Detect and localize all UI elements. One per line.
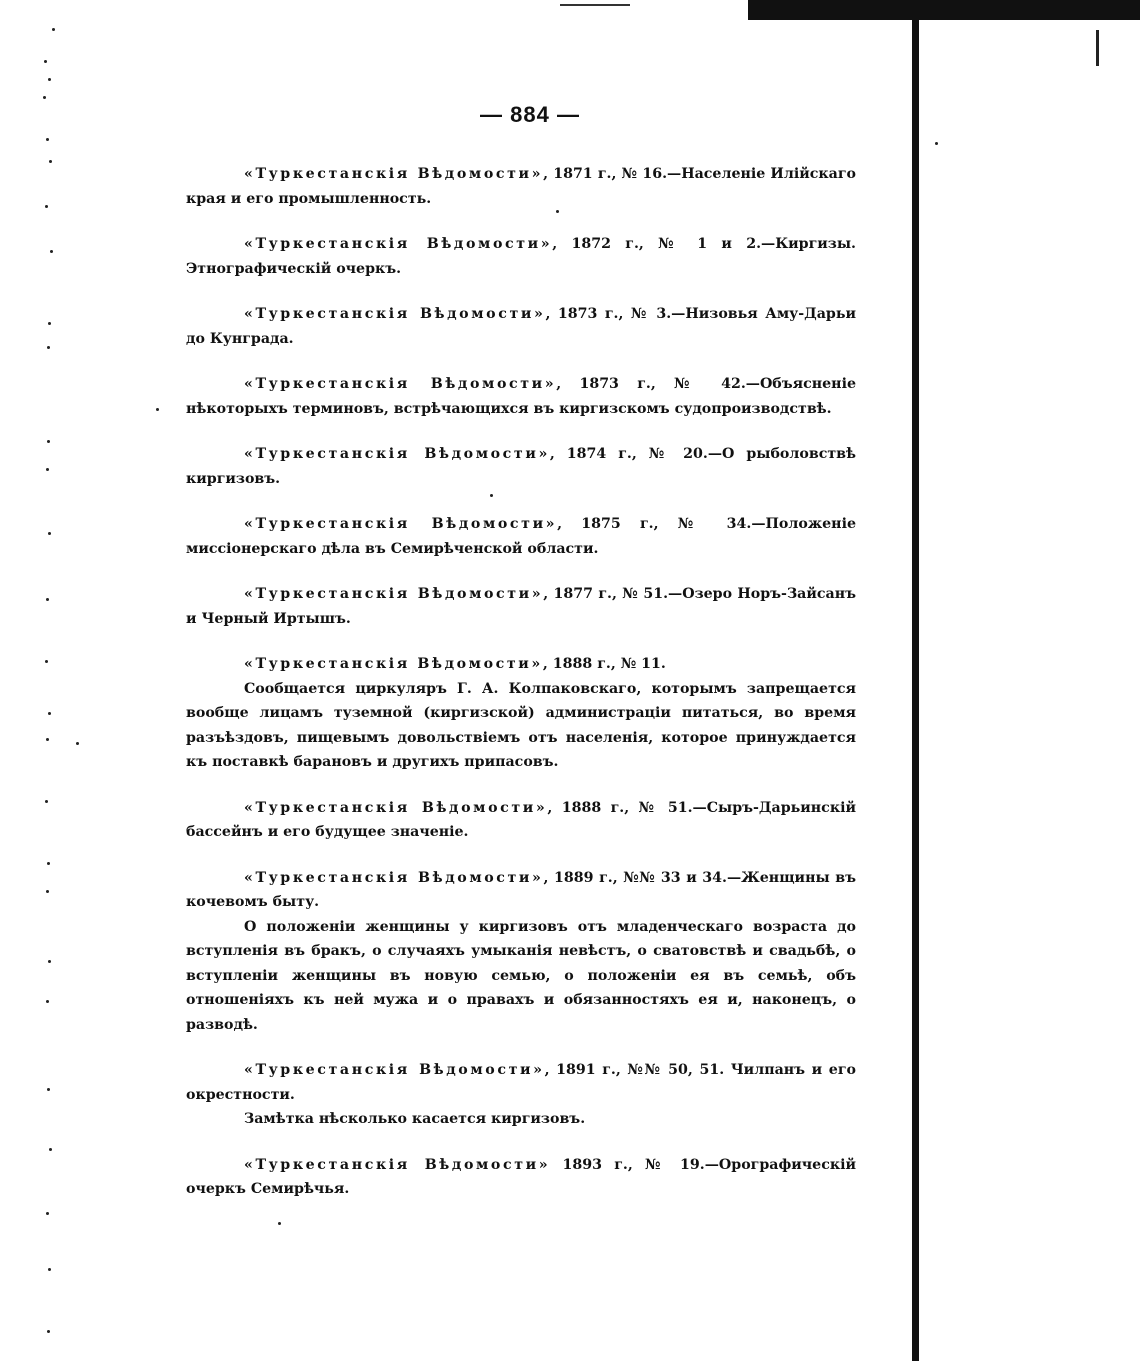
margin-speck [47, 1330, 50, 1333]
entry-annotation: Замѣтка нѣсколько касается киргизовъ. [244, 1111, 586, 1127]
entry-details: , 1891 г., №№ 50, 51. Чилпанъ и его окрестности. [186, 1062, 856, 1103]
margin-speck [45, 800, 48, 803]
margin-speck [46, 138, 49, 141]
margin-speck [48, 960, 51, 963]
entry-title: «Туркестанскія Вѣдомости» [244, 306, 546, 322]
entry-title: «Туркестанскія Вѣдомости» [244, 1062, 545, 1078]
entry-annotation: Сообщается циркуляръ Г. А. Колпаковскаго, которымъ запрещается вообще лицамъ туземной (киргизской) администраціи питаться, во время разъѣздовъ, пищевымъ довольствіемъ отъ населенія, которое принуждается къ поставкѣ барановъ и другихъ припасовъ. [186, 680, 856, 770]
margin-speck [48, 532, 51, 535]
bibliography-entry [186, 1153, 856, 1202]
margin-speck [45, 660, 48, 663]
page-spine-line [912, 18, 919, 1361]
margin-speck [46, 1212, 49, 1215]
margin-speck [44, 60, 47, 63]
margin-speck [48, 322, 51, 325]
entry-title: «Туркестанскія Вѣдомости» [244, 236, 553, 252]
entry-details: , 1889 г., №№ 33 и 34.—Женщины въ кочевомъ быту. [186, 869, 856, 910]
scan-artifact-edge-mark [1096, 30, 1099, 66]
margin-speck [156, 408, 159, 411]
page-number: — 884 — [480, 102, 580, 127]
scan-artifact-top-bar [748, 0, 1140, 20]
entry-title: «Туркестанскія Вѣдомости» [244, 516, 558, 532]
margin-speck [47, 346, 50, 349]
margin-speck [47, 862, 50, 865]
bibliography-entry [186, 162, 856, 211]
bibliography-entry [186, 1058, 856, 1132]
entry-details: 1893 г., № 19.—Орографическій очеркъ Семирѣчья. [186, 1156, 856, 1197]
margin-speck [52, 28, 55, 31]
entry-title: «Туркестанскія Вѣдомости» [244, 869, 544, 886]
margin-speck [48, 78, 51, 81]
margin-speck [46, 890, 49, 893]
bibliography-entry [186, 302, 856, 351]
margin-speck [935, 142, 938, 145]
margin-speck [49, 160, 52, 163]
bibliography-entry [186, 796, 856, 845]
margin-speck [48, 712, 51, 715]
entry-details: , 1871 г., № 16.—Населеніе Илійскаго края и его промышленность. [186, 166, 856, 207]
margin-speck [49, 1148, 52, 1151]
entry-title: «Туркестанскія Вѣдомости» [244, 446, 550, 462]
entry-details: , 1888 г., № 51.—Сыръ-Дарьинскій бассейнъ и его будущее значеніе. [186, 799, 856, 840]
margin-speck [45, 205, 48, 208]
margin-speck [47, 1088, 50, 1091]
margin-speck [76, 742, 79, 745]
margin-speck [48, 1268, 51, 1271]
entry-details: , 1875 г., № 34.—Положеніе миссіонерскаго дѣла въ Семирѣченской области. [186, 516, 856, 557]
bibliography-entry [186, 866, 856, 1038]
entry-title: «Туркестанскія Вѣдомости» [244, 799, 548, 816]
bibliography-entry [186, 372, 856, 421]
entry-details: , 1877 г., № 51.—Озеро Норъ-Зайсанъ и Черный Иртышъ. [186, 586, 856, 627]
margin-speck [46, 598, 49, 601]
scan-artifact-dash [560, 4, 630, 6]
margin-speck [43, 96, 46, 99]
bibliography-entry [186, 512, 856, 561]
margin-speck [46, 738, 49, 741]
margin-speck [46, 468, 49, 471]
margin-speck [46, 1000, 49, 1003]
entry-annotation: О положеніи женщины у киргизовъ отъ младенческаго возраста до вступленія въ бракъ, о случаяхъ умыканія невѣстъ, о сватовствѣ и свадьбѣ, о вступленіи женщины въ новую семью, о положеніи ея въ семьѣ, объ отношеніяхъ къ ней мужа и о правахъ и обязанностяхъ ея и, наконецъ, о разводѣ. [186, 918, 856, 1033]
entry-details: , 1872 г., № 1 и 2.—Киргизы. Этнографическій очеркъ. [186, 236, 856, 277]
entry-title: «Туркестанскія Вѣдомости» [244, 656, 543, 672]
entry-title: «Туркестанскія Вѣдомости» [244, 376, 557, 392]
entry-title: «Туркестанскія Вѣдомости» [244, 586, 544, 602]
entry-details: , 1888 г., № 11. [542, 656, 666, 672]
margin-speck [47, 440, 50, 443]
bibliography-entry [186, 232, 856, 281]
entry-title: «Туркестанскія Вѣдомости» [244, 166, 544, 182]
entry-title: «Туркестанскія Вѣдомости» [244, 1156, 551, 1173]
bibliography-entry [186, 442, 856, 491]
entry-details: , 1874 г., № 20.—О рыболовствѣ киргизовъ. [186, 446, 856, 487]
entry-details: , 1873 г., № 42.—Объясненіе нѣкоторыхъ терминовъ, встрѣчающихся въ киргизскомъ судопроизводствѣ. [186, 376, 856, 417]
bibliography-list [186, 162, 856, 1223]
margin-speck [50, 250, 53, 253]
entry-details: , 1873 г., № 3.—Низовья Аму-Дарьи до Кунграда. [186, 306, 856, 347]
bibliography-entry [186, 582, 856, 631]
bibliography-entry [186, 652, 856, 775]
